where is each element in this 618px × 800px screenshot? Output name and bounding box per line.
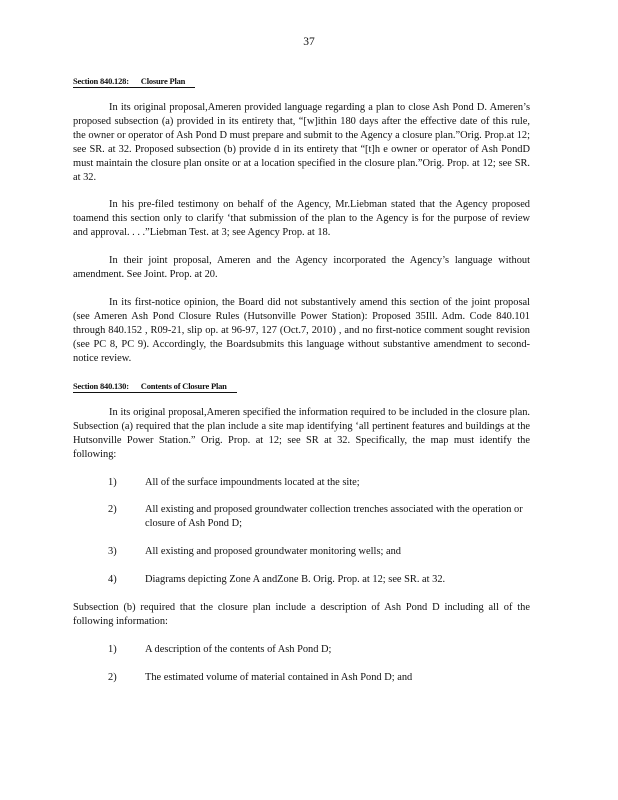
section-heading-840-130 xyxy=(73,381,237,393)
section-number: Section 840.130: xyxy=(73,381,129,391)
section-number: Section 840.128: xyxy=(73,76,129,86)
paragraph-4: In its first-notice opinion, the Board did not substantively amend this section of the joint proposal (see Ameren Ash Pond Closure Rules (Hutsonville Power Station): Proposed 35Ill. Adm. Code 840.101 through 840.152 , R09-21, slip op. at 96-97, 127 (Oct.7, 2010) , and no first-notice comment sought revision (see PC 8, PC 9). Accordingly, the Boardsubmits this language without substantive amendment to second-notice review. xyxy=(73,297,530,364)
paragraph-5: In its original proposal,Ameren specified the information required to be included in the closure plan. Subsection (a) required that the plan include a site map identifying ‘all pertinent features and buildings at the Hutsonville Power Station.” Orig. Prop. at 12; see SR at 32. Specifically, the map must identify the following: xyxy=(73,407,530,460)
paragraph-6: Subsection (b) required that the closure plan include a description of Ash Pond D including all of the following information: xyxy=(73,602,530,627)
section-heading-840-128 xyxy=(73,76,195,88)
section-title: Contents of Closure Plan xyxy=(140,381,227,391)
paragraph-3: In their joint proposal, Ameren and the Agency incorporated the Agency’s language without amendment. See Joint. Prop. at 20. xyxy=(73,255,530,280)
paragraph-2: In his pre-filed testimony on behalf of the Agency, Mr.Liebman stated that the Agency proposed toamend this section only to clarify ‘that submission of the plan to the Agency is for the purpose of review and approval. . . .”Liebman Test. at 3; see Agency Prop. at 18. xyxy=(73,199,530,238)
paragraph-1: In its original proposal,Ameren provided language regarding a plan to close Ash Pond D. Ameren’s proposed subsection (a) provided in its entirety that, “[w]ithin 180 days after the effective date of this rule, the owner or operator of Ash Pond D must prepare and submit to the Agency a closure plan.”Orig. Prop.at 12; see SR. at 32. Proposed subsection (b) provide d in its entirety that “[t]h e owner or operator of Ash PondD must maintain the closure plan onsite or at a location specified in the closure plan.”Orig. Prop. at 12; see SR. at 32. xyxy=(73,102,530,183)
page-number: 37 xyxy=(303,36,315,48)
document-page: 37 Section 840.128: Closure Plan In its original proposal,Ameren provided language regarding a plan to close Ash Pond D. Ameren’s proposed subsection (a) provided in its entirety that, “[w]ithin 180 days after the effective date of this rule, the owner or operator of Ash Pond D must prepare and submit to the Agency a closure plan.”Orig. Prop.at 12; see SR. at 32. Proposed subsection (b) provide d in its entirety that “[t]h e owner or operator of Ash PondD must maintain the closure plan onsite or at a location specified in the closure plan.”Orig. Prop. at 12; see SR. at 32. In his pre-filed testimony on behalf of the Agency, Mr.Liebman stated that the Agency proposed toamend this section only to clarify ‘that submission of the plan to the Agency is for the purpose of review and approval. . . .”Liebman Test. at 3; see Agency Prop. at 18. In their joint proposal, Ameren and the Agency incorporated the Agency’s language without amendment. See Joint. Prop. at 20. In its first-notice opinion, the Board did not substantively amend this section of the joint proposal (see Ameren Ash Pond Closure Rules (Hutsonville Power Station): Proposed 35Ill. Adm. Code 840.101 through 840.152 , R09-21, slip op. at 96-97, 127 (Oct.7, 2010) , and no first-notice comment sought revision (see PC 8, PC 9). Accordingly, the Boardsubmits this language without substantive amendment to second-notice review. Section 840.130: Contents of Closure Plan In its original proposal,Ameren specified the information required to be included in the closure plan. Subsection (a) required that the plan include a site map identifying ‘all pertinent features and buildings at the Hutsonville Power Station.” Orig. Prop. at 12; see SR at 32. Specifically, the map must identify the following: 1) All of the surface impoundments located at the site; 2) All existing and proposed groundwater collection trenches associated with the operation or closure of Ash Pond D; 3) All existing and proposed groundwater monitoring wells; and 4) Diagrams depicting Zone A andZone B. Orig. Prop. at 12; see SR. at 32. Subsection (b) required that the closure plan include a description of Ash Pond D including all of the following information: 1) A description of the contents of Ash Pond D; 2) The estimated volume of material contained in Ash Pond D; and xyxy=(0,0,618,800)
section-title: Closure Plan xyxy=(140,76,186,86)
